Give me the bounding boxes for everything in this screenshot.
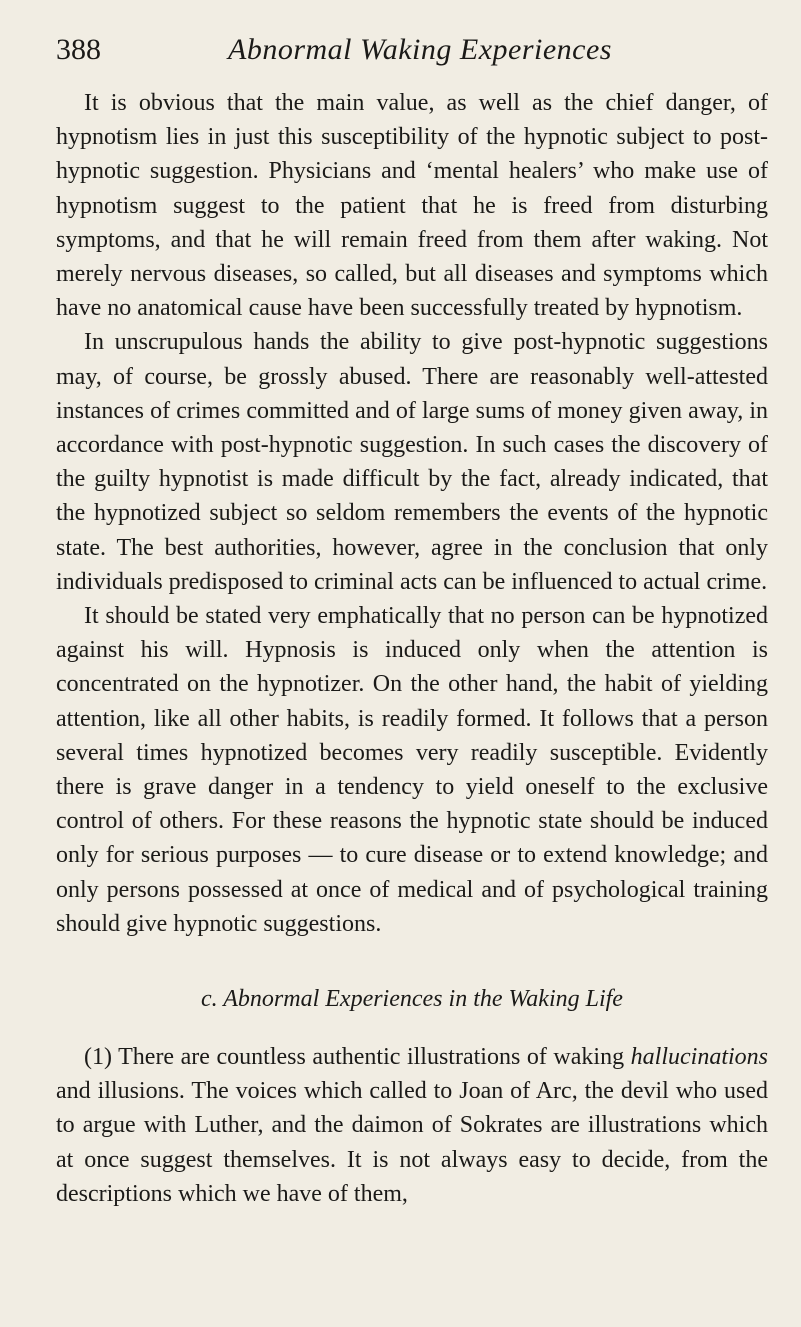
paragraph-hallucinations (56, 1040, 768, 1211)
paragraph-will: It should be stated very emphatically that no person can be hypnotized against his will. Hypnosis is induced only when the attention is concentrated on the hypnotizer. On the other hand, the habit of yielding attention, like all other habits, is readily formed. It follows that a person several times hypnotized becomes very readily susceptible. Evidently there is grave danger in a tendency to yield oneself to the exclusive control of others. For these reasons the hypnotic state should be induced only for serious purposes — to cure disease or to extend knowledge; and only persons possessed at once of medical and of psychological training should give hypnotic suggestions. (56, 603, 768, 937)
paragraph-hypnotism-value: It is obvious that the main value, as well as the chief danger, of hypnotism lies in just this susceptibility of the hypnotic subject to post-hypnotic suggestion. Physicians and ‘mental healers’ who make use of hypnotism suggest to the patient that he is freed from disturbing symptoms, and that he will remain freed from them after waking. Not merely nervous diseases, so called, but all diseases and symptoms which have no anatomical cause have been successfully treated by hypnotism. (56, 90, 768, 322)
running-title: Abnormal Waking Experiences (228, 33, 612, 66)
term-hallucinations: hallucinations (630, 1044, 769, 1071)
running-head (56, 30, 768, 74)
paragraph-hallucinations-rest: and illusions. The voices which called to Joan of Arc, the devil who used to argue with Luther, and the daimon of Sokrates are illustrations which at once suggest themselves. It is not always easy to decide, from the descriptions which we have of them, (56, 1078, 768, 1207)
page-number: 388 (56, 33, 101, 66)
section-heading: c. Abnormal Experiences in the Waking Life (201, 986, 623, 1013)
paragraph-abuse: In unscrupulous hands the ability to give post-hypnotic suggestions may, of course, be grossly abused. There are reasonably well-attested instances of crimes committed and of large sums of money given away, in accordance with post-hypnotic suggestion. In such cases the discovery of the guilty hypnotist is made difficult by the fact, already indicated, that the hypnotized subject so seldom remembers the events of the hypnotic state. The best authorities, however, agree in the conclusion that only individuals predisposed to criminal acts can be influenced to actual crime. (56, 329, 768, 595)
body-text (56, 86, 768, 1211)
paragraph-hallucinations-start: (1) There are countless authentic illustrations of waking (84, 1044, 625, 1071)
